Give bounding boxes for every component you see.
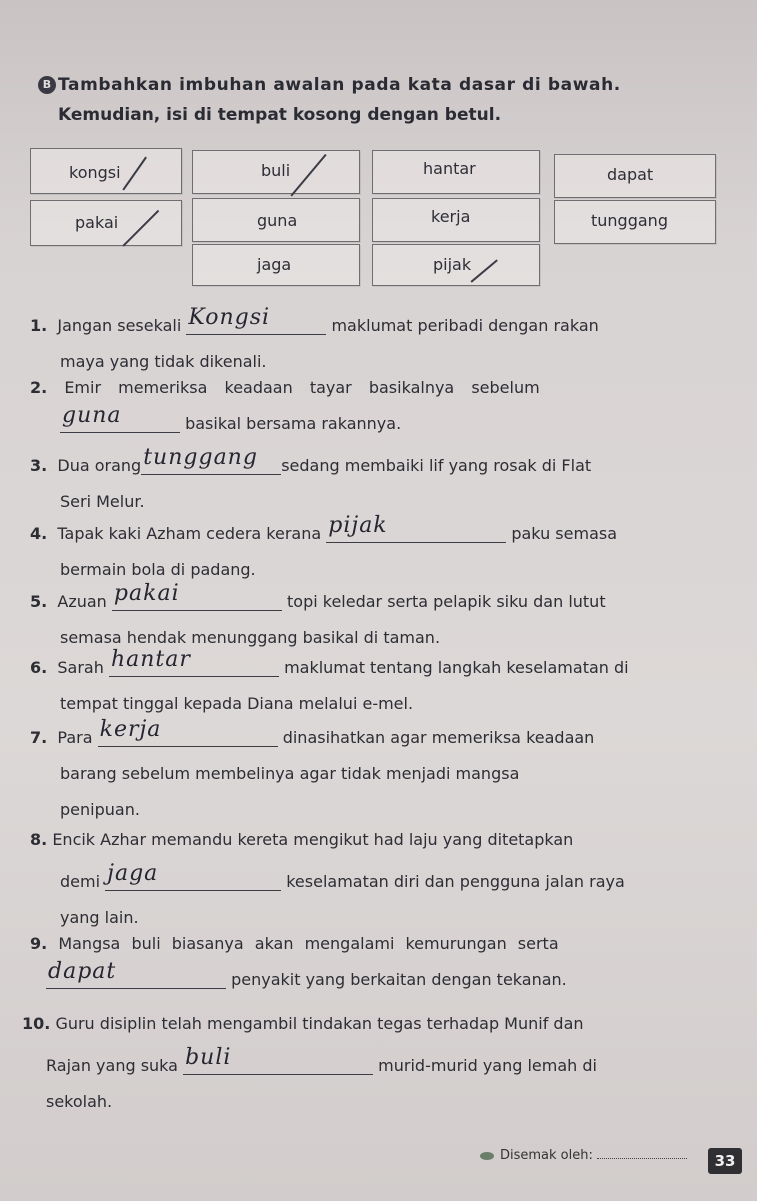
word-box-dapat: dapat xyxy=(554,154,716,198)
answer-blank[interactable]: Kongsi xyxy=(186,310,326,335)
word-box-jaga: jaga xyxy=(192,244,360,286)
word-box-pijak: pijak xyxy=(372,244,540,286)
word-box-kongsi: kongsi xyxy=(30,148,182,194)
word-box-tunggang: tunggang xyxy=(554,200,716,244)
word-box-guna: guna xyxy=(192,198,360,242)
instruction-line-1: Tambahkan imbuhan awalan pada kata dasar di bawah. xyxy=(58,75,621,95)
instruction-line-2: Kemudian, isi di tempat kosong dengan betul. xyxy=(58,105,502,125)
answer-blank[interactable]: guna xyxy=(60,408,180,433)
signature-line[interactable] xyxy=(597,1158,687,1159)
question-1: 1. Jangan sesekali Kongsi maklumat peribadi dengan rakan maya yang tidak dikenali. xyxy=(30,305,599,371)
question-9: 9. Mangsa buli biasanya akan mengalami kemurungan serta dapat penyakit yang berkaitan dengan tekanan. xyxy=(30,934,567,989)
answer-blank[interactable]: pakai xyxy=(112,586,282,611)
word-box-hantar: hantar xyxy=(372,150,540,194)
answer-blank[interactable]: jaga xyxy=(105,866,281,891)
word-box-buli: buli xyxy=(192,150,360,194)
question-6: 6. Sarah hantar maklumat tentang langkah keselamatan di tempat tinggal kepada Diana melalui e-mel. xyxy=(30,647,629,713)
answer-blank[interactable]: hantar xyxy=(109,652,279,677)
word-box-kerja: kerja xyxy=(372,198,540,242)
answer-blank[interactable]: dapat xyxy=(46,964,226,989)
question-3: 3. Dua orang tunggang sedang membaiki lif yang rosak di Flat Seri Melur. xyxy=(30,445,592,511)
question-8: 8. Encik Azhar memandu kereta mengikut had laju yang ditetapkan demi jaga keselamatan diri dan pengguna jalan raya yang lain. xyxy=(30,830,625,927)
question-7: 7. Para kerja dinasihatkan agar memeriksa keadaan barang sebelum membelinya agar tidak menjadi mangsa penipuan. xyxy=(30,717,595,819)
answer-blank[interactable]: pijak xyxy=(326,518,506,543)
question-2: 2. Emir memeriksa keadaan tayar basikalnya sebelum guna basikal bersama rakannya. xyxy=(30,378,540,433)
checked-by: Disemak oleh: xyxy=(480,1148,687,1163)
word-box-pakai: pakai xyxy=(30,200,182,246)
page-number: 33 xyxy=(708,1148,742,1174)
instruction xyxy=(42,70,738,130)
leaf-icon xyxy=(480,1152,494,1160)
answer-blank[interactable]: tunggang xyxy=(141,450,281,475)
question-5: 5. Azuan pakai topi keledar serta pelapik siku dan lutut semasa hendak menunggang basikal di taman. xyxy=(30,581,606,647)
question-4: 4. Tapak kaki Azham cedera kerana pijak paku semasa bermain bola di padang. xyxy=(30,513,618,579)
section-badge: B xyxy=(38,76,56,94)
question-10: 10. Guru disiplin telah mengambil tindakan tegas terhadap Munif dan Rajan yang suka buli murid-murid yang lemah di sekolah. xyxy=(22,1014,597,1111)
answer-blank[interactable]: kerja xyxy=(98,722,278,747)
answer-blank[interactable]: buli xyxy=(183,1050,373,1075)
